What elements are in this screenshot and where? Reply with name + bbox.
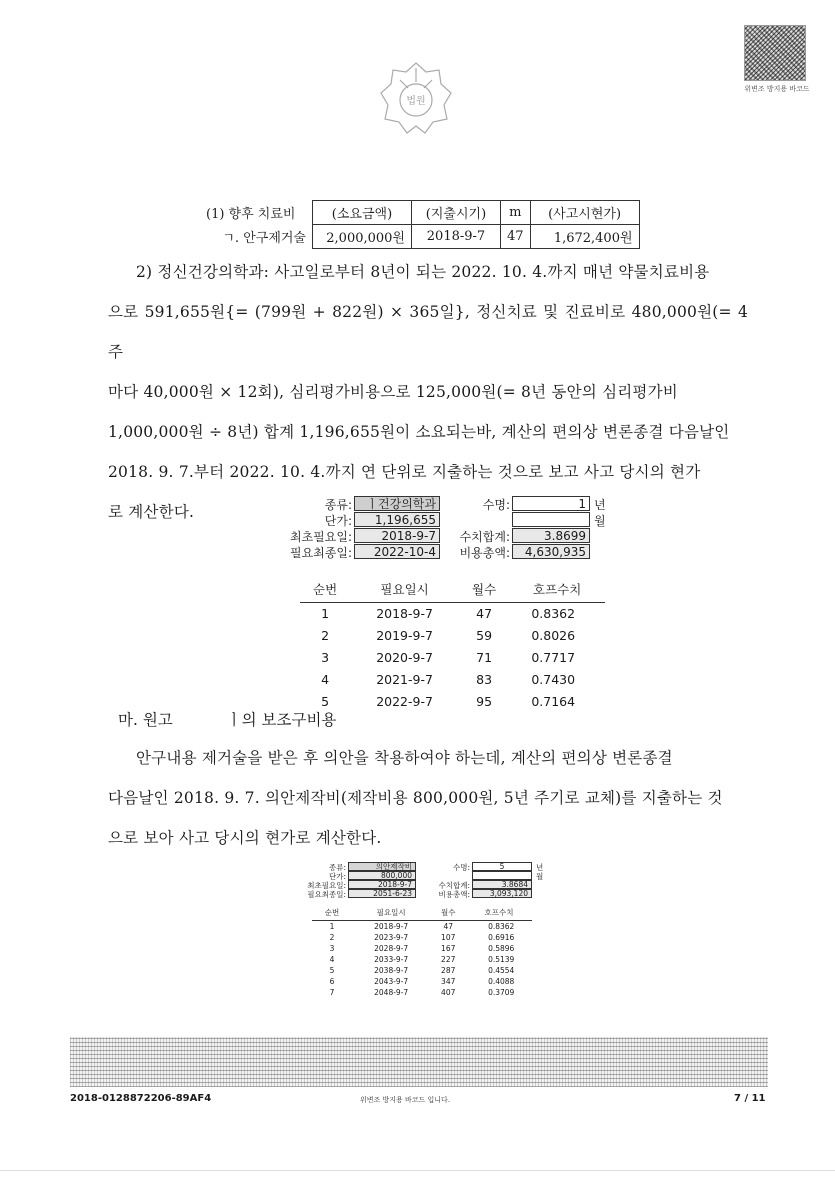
sheet2-value-first-date: 2018-9-7	[348, 880, 416, 889]
table-cell: 347	[441, 976, 456, 986]
sheet2-value-factor-sum: 3.8684	[472, 880, 532, 889]
sheet2-label-first-date: 최초필요일:	[307, 881, 346, 890]
table1-header-date: (지출시기)	[412, 201, 501, 225]
table-cell: 2023-9-7	[374, 932, 409, 942]
sheet1-label-price: 단가:	[324, 514, 352, 528]
sheet2-value-blank	[472, 871, 532, 880]
sheet1-label-lifespan: 수명:	[482, 498, 510, 512]
table-cell: 0.8362	[531, 605, 576, 621]
footer-notice: 위변조 방지용 바코드 입니다.	[360, 1096, 451, 1104]
paragraph-line: 으로 보아 사고 당시의 현가로 계산한다.	[108, 829, 382, 847]
table-cell: 0.4554	[488, 965, 515, 975]
sheet2-hoffman-table	[312, 906, 532, 998]
future-treatment-table	[200, 200, 640, 249]
paragraph-line: 1,000,000원 ÷ 8년) 합계 1,196,655원이 소요되는바, 계산의 편의상 변론종결 다음날인	[108, 423, 730, 441]
sheet2-label-total-cost: 비용총액:	[438, 890, 470, 899]
table-cell: 3	[329, 943, 335, 953]
table-cell: 407	[441, 987, 456, 997]
table-row	[312, 965, 532, 976]
paragraph-line: 2) 정신건강의학과: 사고일로부터 8년이 되는 2022. 10. 4.까지 매년 약물치료비용	[136, 263, 710, 281]
table1-header-present-value: (사고시현가)	[530, 201, 639, 225]
table-cell: 2019-9-7	[376, 627, 433, 643]
table-cell: 5	[321, 693, 330, 709]
table-cell: 2021-9-7	[376, 671, 433, 687]
sheet2-unit-year: 년	[536, 863, 544, 872]
table1-cell-date: 2018-9-7	[412, 225, 501, 249]
sheet1-label-type: 종류:	[324, 498, 352, 512]
sheet1-label-total-cost: 비용총액:	[459, 546, 510, 560]
table-cell: 0.8362	[488, 921, 515, 931]
sheet2-label-price: 단가:	[328, 872, 346, 881]
heading-prefix: 마. 원고	[118, 711, 173, 729]
sheet1-value-price: 1,196,655	[354, 512, 440, 527]
table-cell: 0.7164	[531, 693, 576, 709]
table-cell: 107	[441, 932, 456, 942]
paragraph-line: 2018. 9. 7.부터 2022. 10. 4.까지 연 단위로 지출하는 것으로 보고 사고 당시의 현가	[108, 463, 701, 481]
table-cell: 0.4088	[488, 976, 515, 986]
sheet2-col-months: 월수	[430, 906, 466, 920]
sheet2-col-date: 필요일시	[352, 906, 430, 920]
bottom-divider	[0, 1170, 835, 1171]
table1-header-m: m	[501, 201, 531, 225]
table-cell: 4	[329, 954, 335, 964]
sheet2-value-price: 800,000	[348, 871, 416, 880]
table-cell: 287	[441, 965, 456, 975]
table-cell: 2048-9-7	[374, 987, 409, 997]
table-row	[300, 602, 605, 624]
paragraph-line: 안구내용 제거술을 받은 후 의안을 착용하여야 하는데, 계산의 편의상 변론종결	[136, 749, 673, 767]
table-cell: 7	[329, 987, 335, 997]
table-row	[300, 668, 605, 690]
table-cell: 6	[329, 976, 335, 986]
table-cell: 2028-9-7	[374, 943, 409, 953]
sheet2-label-factor-sum: 수치합계:	[438, 881, 470, 890]
table-cell: 1	[321, 605, 330, 621]
sheet1-col-hoffman: 호프수치	[509, 576, 605, 602]
table-row	[300, 646, 605, 668]
sheet1-hoffman-table	[300, 576, 605, 712]
sheet1-value-total-cost: 4,630,935	[512, 544, 590, 559]
sheet1-value-type: ㅣ건강의학과	[354, 496, 440, 511]
table-row	[312, 976, 532, 987]
sheet1-value-first-date: 2018-9-7	[354, 528, 440, 543]
table1-cell-present-value: 1,672,400원	[530, 225, 639, 249]
sheet2-label-type: 종류:	[328, 863, 346, 872]
table-cell: 0.6916	[488, 932, 515, 942]
table-cell: 0.5139	[488, 954, 515, 964]
paragraph-line: 로 계산한다.	[108, 503, 195, 521]
table-row	[312, 920, 532, 932]
table-cell: 2018-9-7	[374, 921, 409, 931]
page-number: 7 / 11	[734, 1093, 766, 1104]
paragraph-line: 으로 591,655원{= (799원 + 822원) × 365일}, 정신치료 및 진료비로 480,000원(= 4주	[108, 303, 748, 361]
code-caption: 위변조 방지용 바코드	[744, 85, 810, 93]
heading-suffix: ㅣ의 보조구비용	[226, 711, 337, 729]
table-cell: 59	[476, 627, 493, 643]
table-cell: 2022-9-7	[376, 693, 433, 709]
prosthetic-eye-cost-sheet	[278, 862, 548, 912]
paragraph-line: 다음날인 2018. 9. 7. 의안제작비(제작비용 800,000원, 5년 주기로 교체)를 지출하는 것	[108, 789, 723, 807]
table-cell: 71	[476, 649, 493, 665]
table-row	[312, 954, 532, 965]
table-cell: 2	[329, 932, 335, 942]
sheet1-label-last-date: 필요최종일:	[289, 546, 352, 560]
table1-cell-amount: 2,000,000원	[313, 225, 412, 249]
table1-header-amount: (소요금액)	[313, 201, 412, 225]
table-cell: 2	[321, 627, 330, 643]
sheet1-label-first-date: 최초필요일:	[289, 530, 352, 544]
sheet1-col-date: 필요일시	[350, 576, 459, 602]
sheet2-label-last-date: 필요최종일:	[307, 890, 346, 899]
table-cell: 0.7430	[531, 671, 576, 687]
table-cell: 83	[476, 671, 493, 687]
section-heading-aid-cost	[118, 708, 336, 730]
table-row	[312, 987, 532, 998]
table-cell: 0.8026	[531, 627, 576, 643]
table-cell: 0.7717	[531, 649, 576, 665]
sheet2-col-hoffman: 호프수치	[466, 906, 532, 920]
table-cell: 167	[441, 943, 456, 953]
sheet2-value-last-date: 2051-6-23	[348, 889, 416, 898]
table-cell: 0.3709	[488, 987, 515, 997]
table1-cell-m: 47	[501, 225, 531, 249]
psychiatry-paragraph	[108, 252, 748, 532]
table-cell: 2033-9-7	[374, 954, 409, 964]
sheet1-value-lifespan: 1	[512, 496, 590, 511]
sheet1-label-factor-sum: 수치합계:	[459, 530, 510, 544]
table-row	[312, 932, 532, 943]
psychiatry-cost-sheet	[270, 494, 630, 564]
table-row	[300, 624, 605, 646]
table1-label: (1) 향후 치료비	[206, 207, 296, 222]
table-cell: 3	[321, 649, 330, 665]
table-row	[312, 943, 532, 954]
table-cell: 4	[321, 671, 330, 687]
table-cell: 2043-9-7	[374, 976, 409, 986]
table-cell: 95	[476, 693, 493, 709]
table-cell: 5	[329, 965, 335, 975]
barcode-band-image	[70, 1037, 768, 1087]
anti-forgery-code-image	[744, 25, 806, 81]
sheet1-value-last-date: 2022-10-4	[354, 544, 440, 559]
sheet1-value-blank	[512, 512, 590, 527]
table1-row-label: ㄱ. 안구제거술	[222, 231, 306, 246]
paragraph-line: 마다 40,000원 × 12회), 심리평가비용으로 125,000원(= 8년 동안의 심리평가비	[108, 383, 678, 401]
sheet1-value-factor-sum: 3.8699	[512, 528, 590, 543]
sheet1-unit-month: 월	[594, 514, 606, 528]
document-code: 2018-0128872206-89AF4	[70, 1093, 212, 1104]
table-cell: 47	[476, 605, 493, 621]
table-cell: 2018-9-7	[376, 605, 433, 621]
sheet2-value-lifespan: 5	[472, 862, 532, 871]
sheet2-value-total-cost: 3,093,120	[472, 889, 532, 898]
court-emblem-icon	[378, 60, 454, 136]
sheet1-unit-year: 년	[594, 498, 606, 512]
sheet2-unit-month: 월	[536, 872, 544, 881]
table-row	[300, 690, 605, 712]
table-cell: 227	[441, 954, 456, 964]
table-cell: 1	[329, 921, 335, 931]
table-cell: 2020-9-7	[376, 649, 433, 665]
table-cell: 2038-9-7	[374, 965, 409, 975]
sheet1-col-seq: 순번	[300, 576, 350, 602]
table-cell: 47	[443, 921, 453, 931]
sheet2-value-type: 의안제작비	[348, 862, 416, 871]
sheet2-col-seq: 순번	[312, 906, 352, 920]
table-cell: 0.5896	[488, 943, 515, 953]
prosthetic-eye-paragraph	[108, 738, 748, 858]
emblem-text: 법원	[406, 96, 426, 107]
sheet2-label-lifespan: 수명:	[452, 863, 470, 872]
sheet1-col-months: 월수	[459, 576, 509, 602]
